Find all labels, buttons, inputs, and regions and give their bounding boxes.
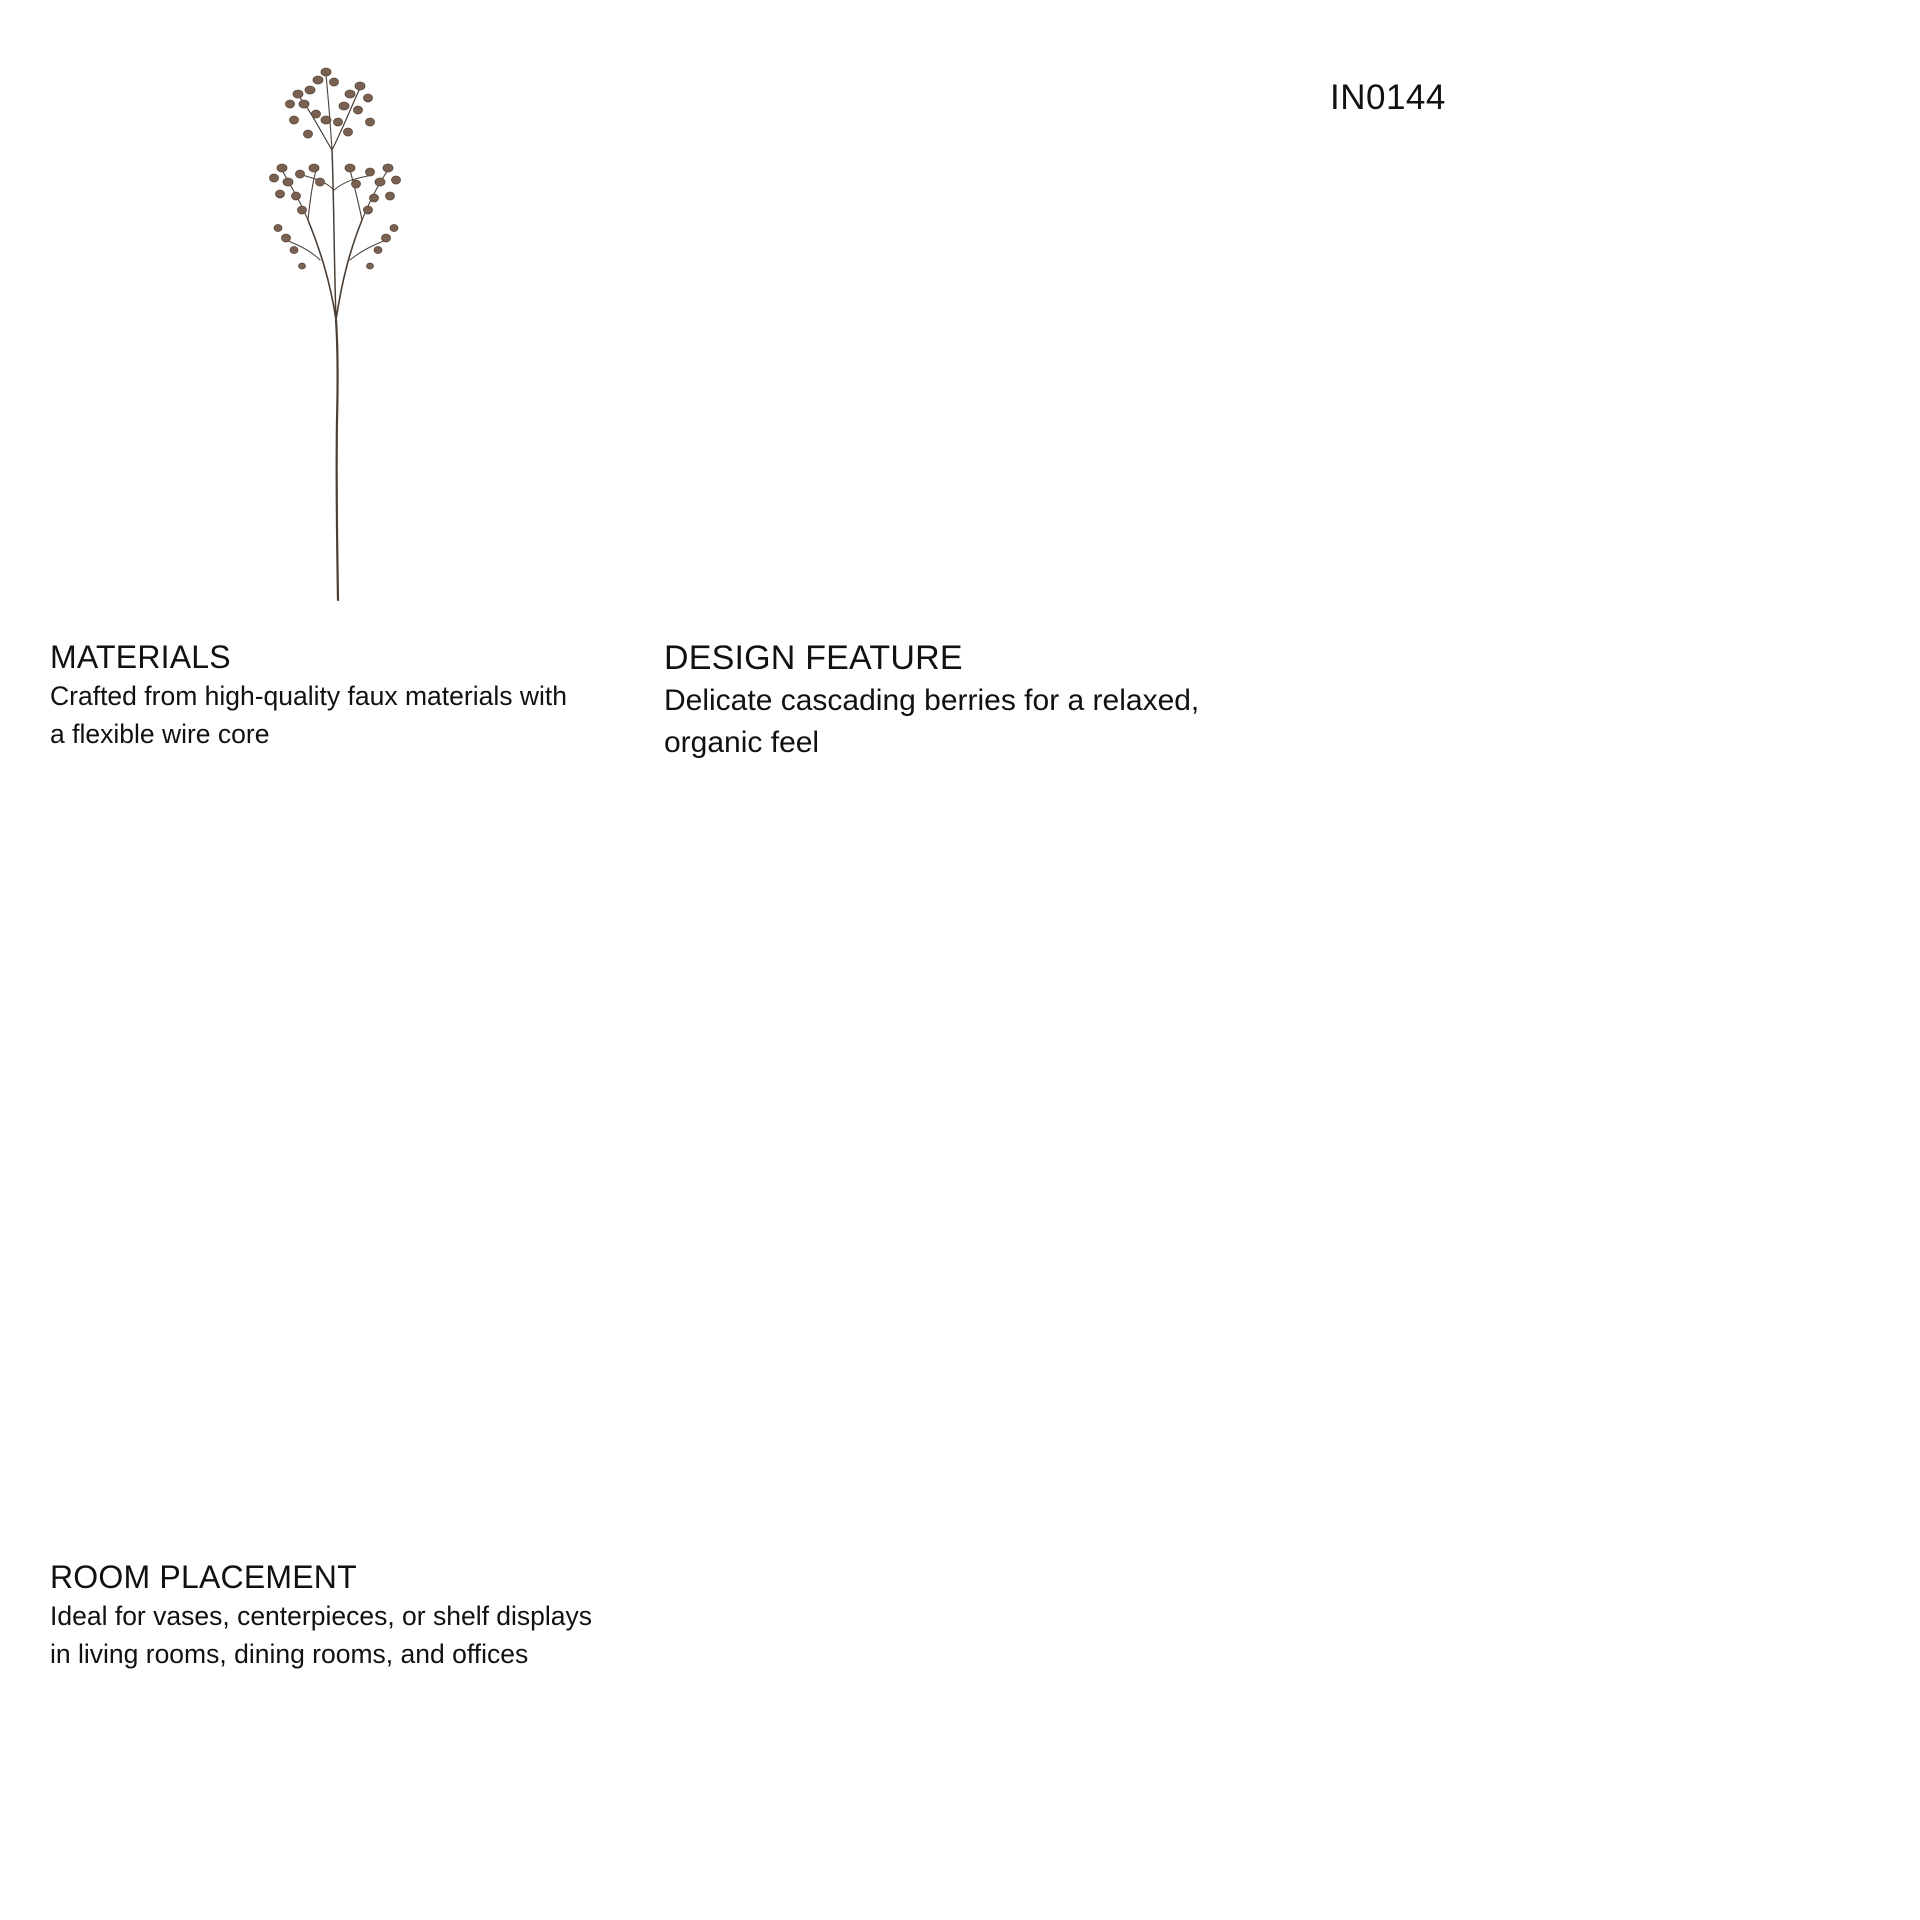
design-feature-heading: DESIGN FEATURE — [664, 639, 963, 677]
room-placement-line-1: Ideal for vases, centerpieces, or shelf displays — [50, 1601, 593, 1631]
design-feature-section — [664, 637, 1264, 764]
materials-line-2: a flexible wire core — [50, 719, 270, 749]
product-code: IN0144 — [1330, 78, 1446, 117]
stem-icon — [282, 75, 388, 600]
design-feature-line-1: Delicate cascading berries for a relaxed, — [664, 683, 1200, 717]
room-placement-description — [50, 1597, 650, 1673]
materials-section — [50, 637, 630, 753]
berries-icon — [270, 68, 401, 269]
design-feature-description — [664, 680, 1264, 764]
room-placement-section — [50, 1557, 650, 1673]
design-feature-line-2: organic feel — [664, 725, 820, 759]
room-placement-heading: ROOM PLACEMENT — [50, 1559, 357, 1595]
dried-berry-stem-image — [250, 60, 430, 620]
materials-description — [50, 677, 630, 753]
materials-line-1: Crafted from high-quality faux materials with — [50, 681, 567, 711]
room-placement-line-2: in living rooms, dining rooms, and offices — [50, 1639, 529, 1669]
materials-heading: MATERIALS — [50, 639, 231, 675]
